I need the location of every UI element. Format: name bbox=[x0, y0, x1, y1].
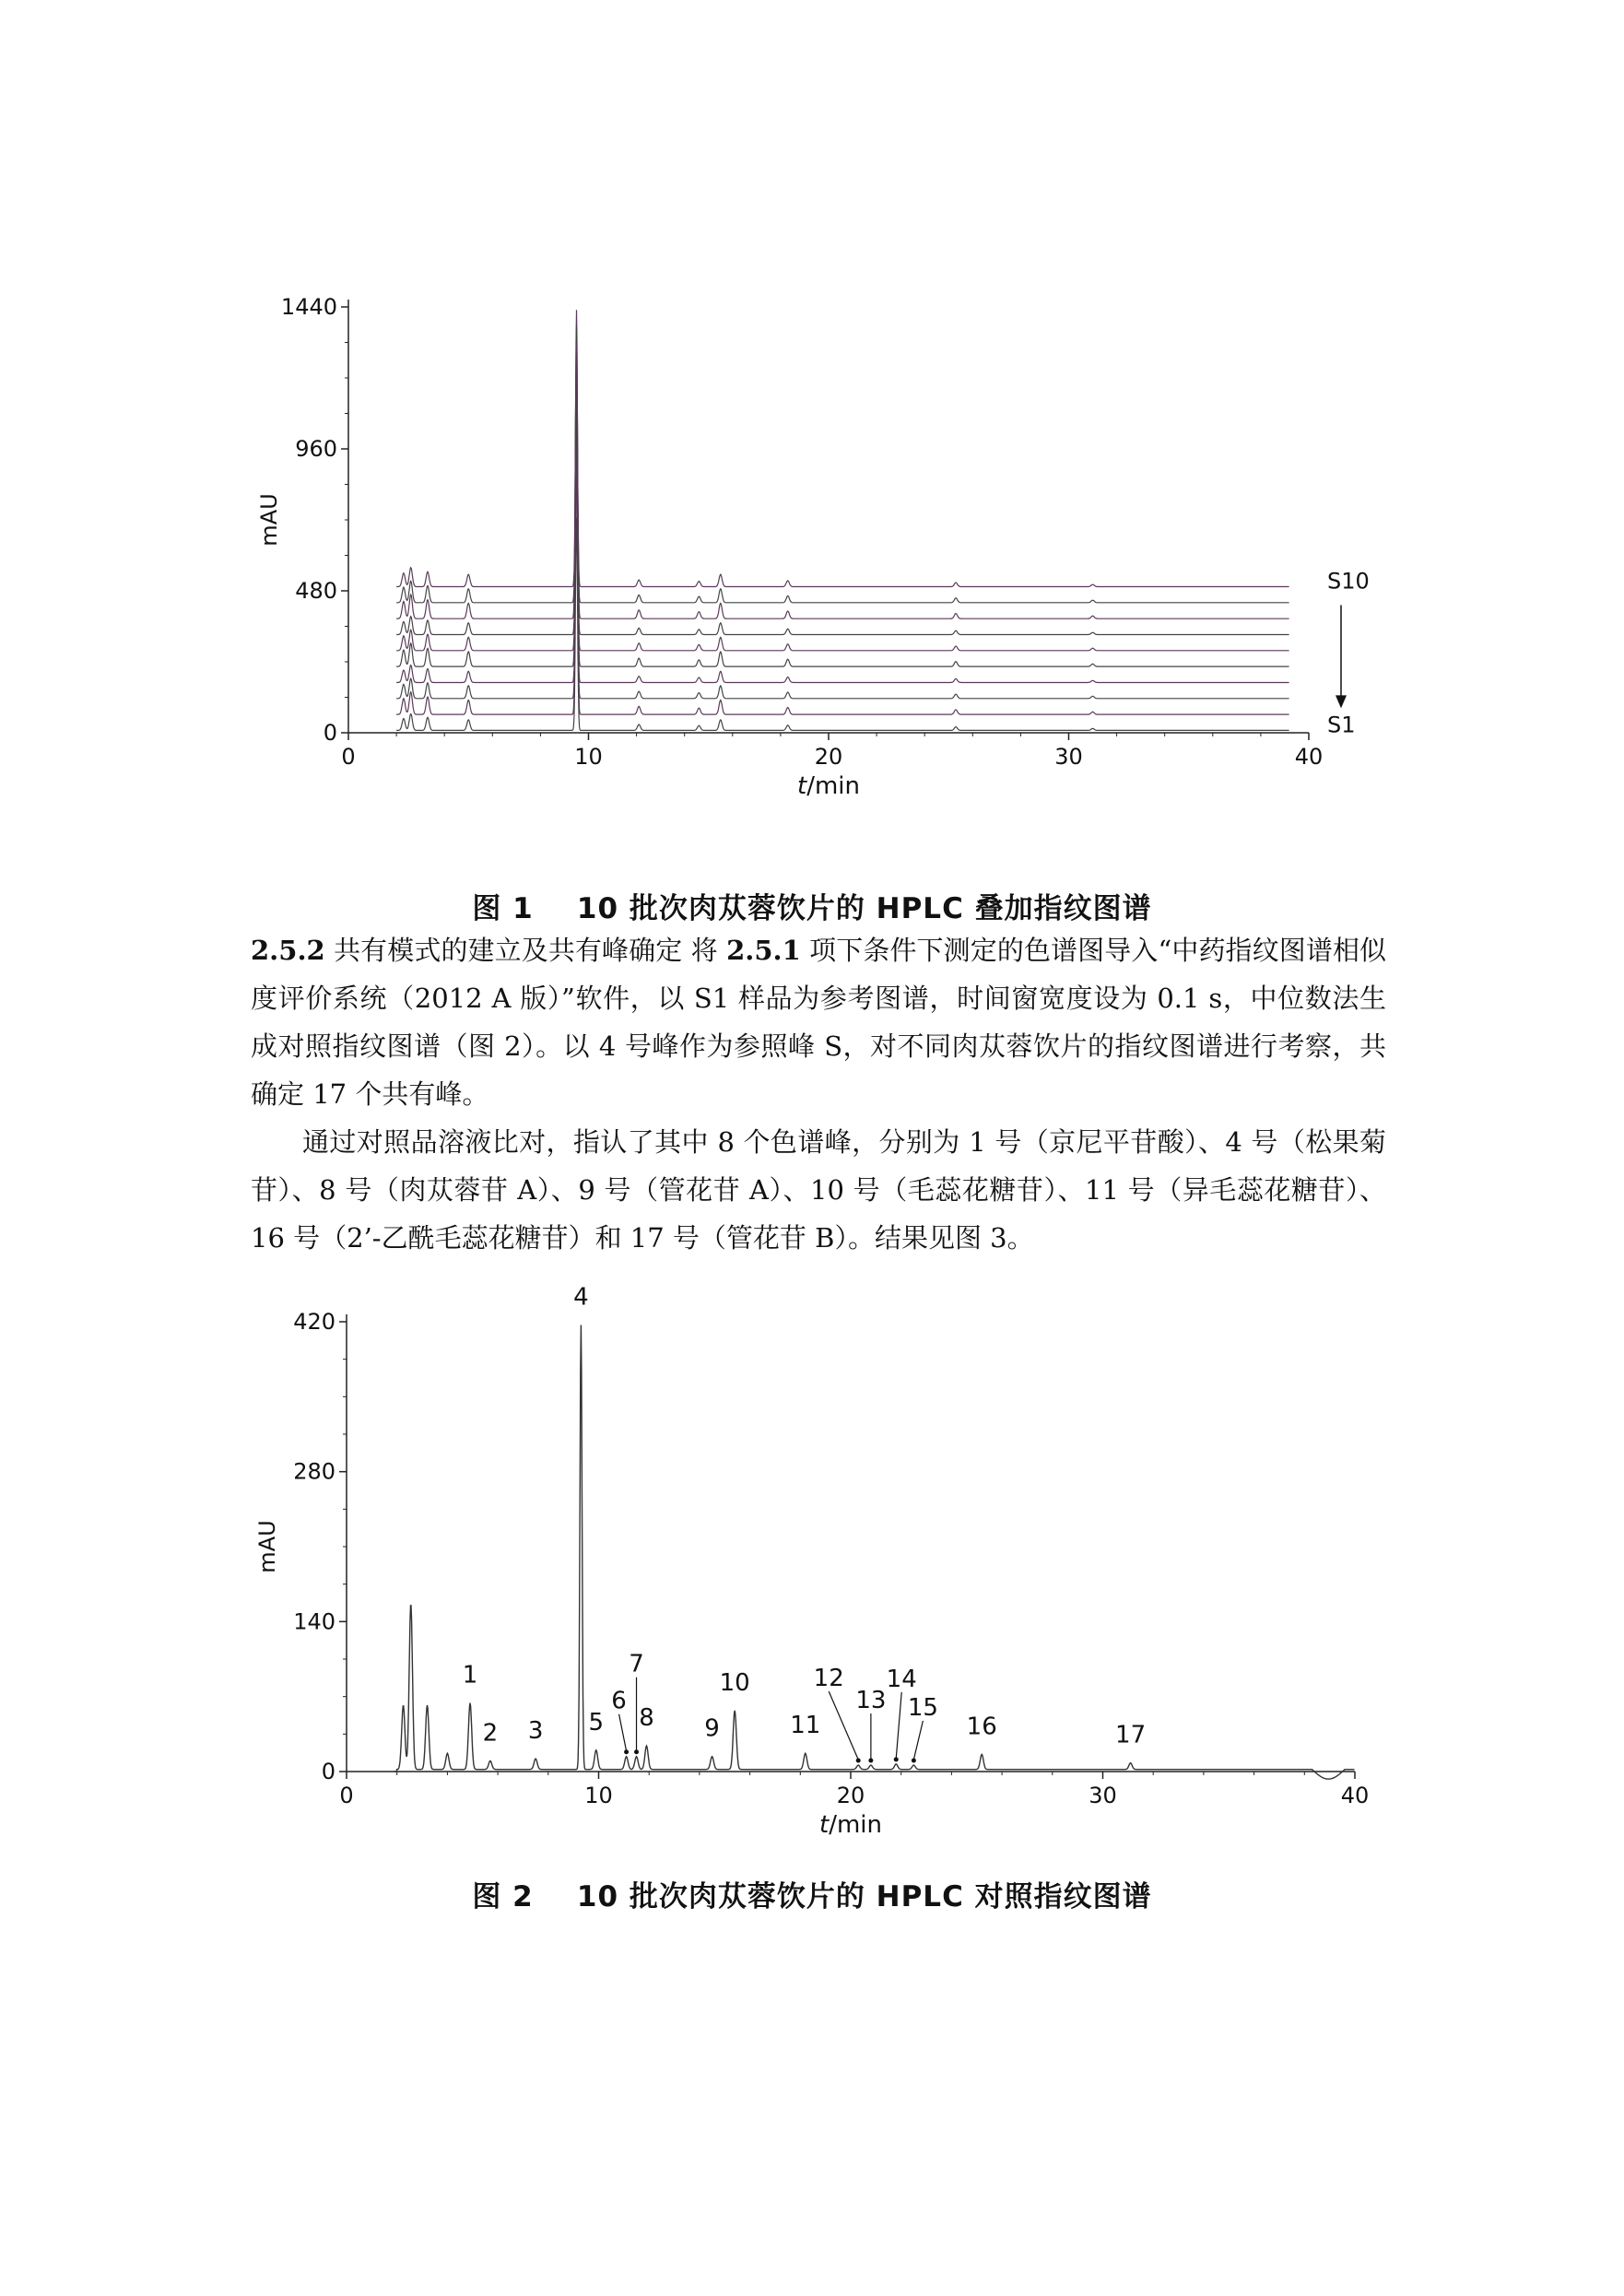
fig2-y-axis-label: mAU bbox=[254, 1520, 280, 1573]
fig1-series-label-top: S10 bbox=[1327, 568, 1370, 595]
fig2-peak-arrow bbox=[829, 1691, 858, 1760]
section-para1-before: 将 bbox=[690, 935, 718, 966]
fig2-peak-arrowhead bbox=[868, 1759, 873, 1763]
fig2-peak-label: 7 bbox=[629, 1650, 644, 1678]
fig2-peak-label: 13 bbox=[855, 1687, 887, 1715]
section-ref: 2.5.1 bbox=[726, 935, 801, 966]
fig2-x-tick-label: 10 bbox=[584, 1783, 613, 1808]
fig2-y-tick-label: 0 bbox=[321, 1759, 335, 1784]
fig2-peak-label: 12 bbox=[813, 1665, 844, 1693]
fig1-y-tick-label: 480 bbox=[295, 578, 337, 604]
fig1-x-axis-label: t/min bbox=[797, 772, 860, 800]
fig2-peak-label: 14 bbox=[886, 1665, 917, 1693]
fig1-series-label-bottom: S1 bbox=[1327, 712, 1356, 738]
fig2-x-axis-label: t/min bbox=[819, 1811, 882, 1839]
fig2-peak-label: 15 bbox=[907, 1694, 938, 1723]
fig2-peak-arrowhead bbox=[912, 1759, 916, 1763]
fig2-peak-label: 17 bbox=[1115, 1721, 1147, 1749]
fig1-y-tick-label: 1440 bbox=[280, 294, 337, 320]
fig2-x-tick-label: 0 bbox=[339, 1783, 354, 1808]
fig2-peak-label: 2 bbox=[482, 1719, 499, 1748]
fig1-x-tick-label: 20 bbox=[814, 744, 843, 770]
fig2-x-tick-label: 40 bbox=[1340, 1783, 1370, 1808]
section-number: 2.5.2 bbox=[251, 935, 325, 966]
fig1-y-tick-label: 960 bbox=[295, 436, 337, 462]
fig2-peak-label: 6 bbox=[611, 1687, 627, 1715]
fig2-peak-arrowhead bbox=[894, 1757, 899, 1761]
figure1-caption-label: 图 1 bbox=[472, 892, 534, 925]
fig2-x-tick-label: 20 bbox=[836, 1783, 865, 1808]
fig2-peak-label: 3 bbox=[527, 1717, 544, 1746]
fig2-peak-label: 4 bbox=[573, 1283, 589, 1312]
fig1-y-axis-label: mAU bbox=[256, 493, 282, 547]
section-para1-after: 项下条件下测定的色谱图导入“中药指纹图谱相似度评价系统（2012 A 版）”软件，以 S1 样品为参考图谱，时间窗宽度设为 0.1 s，中位数法生成对照指纹图谱（图 2）。以 4 号峰作为参照峰 S，对不同肉苁蓉饮片的指纹图谱进行考察，共确定 17 个共有峰。 bbox=[251, 935, 1387, 1110]
fig2-peak-label: 10 bbox=[719, 1668, 750, 1697]
fig2-peak-label: 11 bbox=[790, 1712, 821, 1740]
fig2-peak-label: 1 bbox=[462, 1661, 478, 1690]
fig2-peak-arrowhead bbox=[634, 1749, 639, 1754]
section-title: 共有模式的建立及共有峰确定 bbox=[334, 935, 683, 966]
fig1-x-tick-label: 10 bbox=[574, 744, 603, 770]
fig2-y-tick-label: 420 bbox=[293, 1309, 335, 1335]
fig1-y-tick-label: 0 bbox=[323, 720, 337, 746]
fig1-x-tick-label: 40 bbox=[1294, 744, 1324, 770]
fig2-y-tick-label: 280 bbox=[293, 1458, 335, 1485]
fig2-peak-label: 5 bbox=[588, 1708, 605, 1737]
figure2-caption bbox=[0, 1873, 1624, 1914]
fig1-x-tick-label: 0 bbox=[341, 744, 356, 770]
fig2-peak-arrowhead bbox=[856, 1759, 861, 1763]
fig2-y-tick-label: 140 bbox=[293, 1608, 335, 1635]
fig2-peak-arrow bbox=[619, 1714, 627, 1751]
fig2-peak-label: 16 bbox=[966, 1713, 997, 1741]
fig2-peak-arrow bbox=[913, 1721, 923, 1760]
fig2-peak-label: 9 bbox=[704, 1714, 720, 1743]
fig1-x-tick-label: 30 bbox=[1054, 744, 1083, 770]
fig2-peak-label: 8 bbox=[639, 1704, 654, 1733]
figure2-caption-label: 图 2 bbox=[472, 1880, 534, 1913]
fig2-peak-arrow bbox=[896, 1692, 901, 1759]
figure1-caption-text: 10 批次肉苁蓉饮片的 HPLC 叠加指纹图谱 bbox=[576, 892, 1152, 925]
fig2-x-tick-label: 30 bbox=[1089, 1783, 1117, 1808]
fig2-peak-arrowhead bbox=[624, 1749, 629, 1754]
section-paragraph-2: 通过对照品溶液比对，指认了其中 8 个色谱峰，分别为 1 号（京尼平苷酸）、4 号（松果菊苷）、8 号（肉苁蓉苷 A）、9 号（管花苷 A）、10 号（毛蕊花糖苷）、11 号（异毛蕊花糖苷）、16 号（2’-乙酰毛蕊花糖苷）和 17 号（管花苷 B）。结果见图 3。 bbox=[251, 1126, 1386, 1254]
figure2-caption-text: 10 批次肉苁蓉饮片的 HPLC 对照指纹图谱 bbox=[576, 1880, 1152, 1913]
